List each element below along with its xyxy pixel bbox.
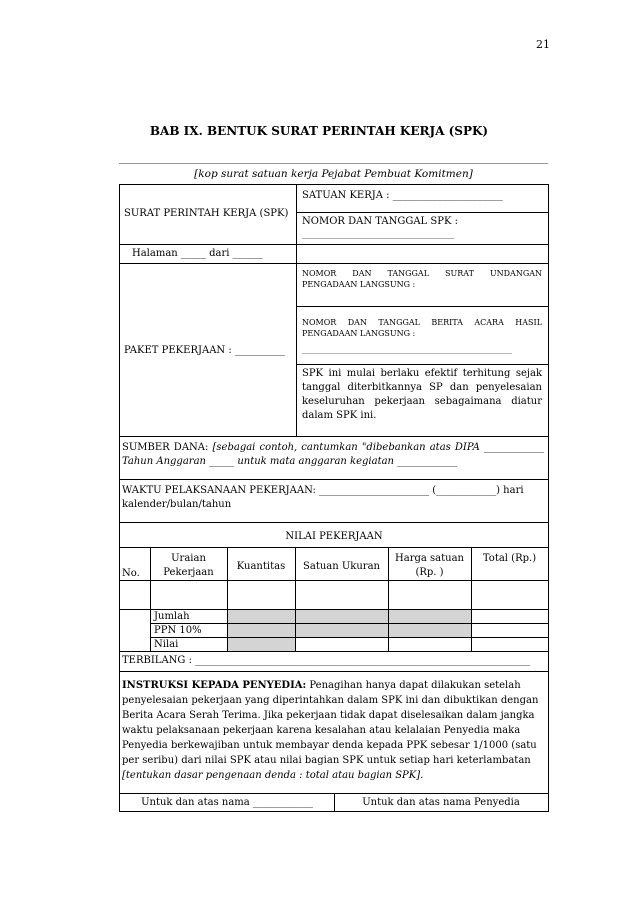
waktu-pelaksanaan-line: WAKTU PELAKSANAAN PEKERJAAN: ______________________ (____________) hari [122, 485, 524, 496]
nilai-pekerjaan-section [120, 522, 548, 651]
waktu-satuan: kalender/bulan/tahun [122, 499, 232, 510]
signature-left: Untuk dan atas nama ____________ [141, 797, 313, 808]
nomor-tanggal-spk-field: NOMOR DAN TANGGAL SPK : [302, 216, 458, 227]
jumlah-label: Jumlah [154, 611, 190, 622]
spk-header-row [120, 185, 548, 244]
kop-placeholder: [kop surat satuan kerja Pejabat Pembuat Komitmen] [194, 168, 473, 180]
col-harga-satuan: Harga satuan (Rp. ) [395, 553, 464, 578]
kop-divider [119, 163, 548, 164]
page-number: 21 [536, 38, 550, 51]
terbilang-row [120, 651, 548, 671]
nilai-pekerjaan-heading: NILAI PEKERJAAN [285, 531, 383, 542]
nomor-berita-acara: NOMOR DAN TANGGAL BERITA ACARA HASIL PENGADAAN LANGSUNG : [302, 318, 542, 338]
sumber-dana-row [120, 436, 548, 479]
col-uraian: Uraian Pekerjaan [163, 553, 214, 578]
terbilang-text: TERBILANG : ___________________________________________________________________ [122, 655, 531, 666]
instruksi-label: INSTRUKSI KEPADA PENYEDIA: [122, 680, 307, 691]
spk-form [119, 184, 549, 812]
sumber-dana-text: SUMBER DANA: [sebagai contoh, cantumkan "dibebankan atas DIPA ____________ Tahun Anggaran _____ untuk mata anggaran kegiatan ____________ [122, 442, 544, 467]
paket-row [120, 263, 548, 436]
spk-berlaku-text: SPK ini mulai berlaku efektif terhitung sejak tanggal diterbitkannya SP dan penyelesaian keseluruhan pekerjaan sebagaimana diatur dalam SPK ini. [302, 368, 542, 421]
halaman-text: Halaman _____ dari ______ [132, 248, 263, 259]
nilai-label: Nilai [154, 639, 179, 650]
spk-label: SURAT PERINTAH KERJA (SPK) [124, 208, 289, 219]
satuan-kerja-field: SATUAN KERJA : ______________________ [302, 190, 503, 201]
col-no: No. [122, 568, 140, 579]
paket-pekerjaan-label: PAKET PEKERJAAN : __________ [124, 345, 285, 356]
col-kuantitas: Kuantitas [236, 561, 286, 572]
nomor-surat-undangan: NOMOR DAN TANGGAL SURAT UNDANGAN PENGADAAN LANGSUNG : [302, 269, 542, 289]
instruksi-row [120, 671, 548, 793]
signature-right: Untuk dan atas nama Penyedia [362, 797, 520, 808]
ppn-label: PPN 10% [154, 625, 202, 636]
document-title: BAB IX. BENTUK SURAT PERINTAH KERJA (SPK) [149, 124, 489, 138]
col-total: Total (Rp.) [482, 553, 537, 564]
berita-acara-blank: ____________________________________________________________ [302, 346, 512, 354]
waktu-pelaksanaan-row [120, 479, 548, 522]
instruksi-text: INSTRUKSI KEPADA PENYEDIA: Penagihan hanya dapat dilakukan setelah penyelesaian pekerjaan yang diperintahkan dalam SPK ini dan dibuktikan dengan Berita Acara Serah Terima. Jika pekerjaan tidak dapat diselesaikan dalam jangka waktu pelaksanaan pekerjaan karena kesalahan atau kelalaian Penyedia maka Penyedia berkewajiban untuk membayar denda kepada PPK sebesar 1/1000 (satu per seribu) dari nilai SPK atau nilai bagian SPK untuk setiap hari keterlambatan [tentukan dasar pengenaan denda : total atau bagian SPK]. [122, 680, 539, 781]
nomor-spk-blank: ______________________________________ [302, 230, 454, 239]
halaman-row [120, 244, 548, 263]
col-satuan-ukuran: Satuan Ukuran [303, 561, 380, 572]
signature-row [120, 793, 548, 811]
